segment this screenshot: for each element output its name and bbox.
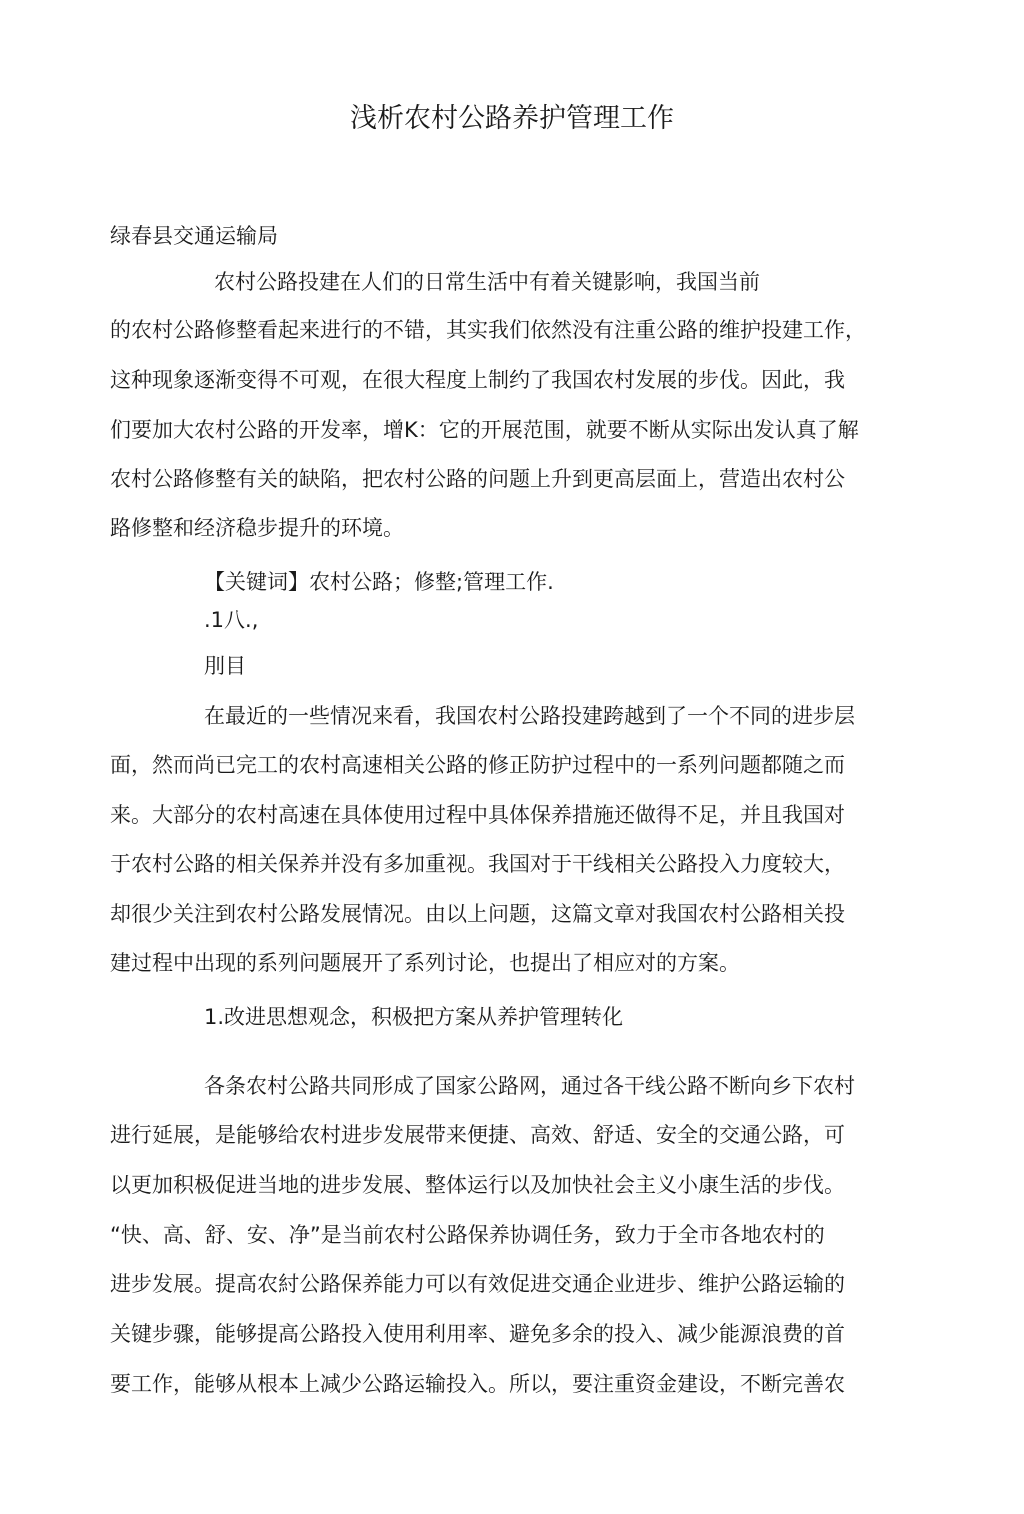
section-line: 进行延展，是能够给农村进步发展带来便捷、高效、舒适、安全的交通公路，可 (110, 1123, 845, 1147)
abstract-line: 农村公路修整有关的缺陷，把农村公路的问题上升到更高层面上，营造出农村公 (110, 467, 845, 491)
abstract-line: 农村公路投建在人们的日常生活中有着关键影响，我国当前 (214, 270, 760, 294)
keywords-line: 【关键词】农村公路；修整;管理工作. (204, 570, 554, 594)
document-title: 浅析农村公路养护管理工作 (350, 103, 674, 134)
section-line: 关键步骤，能够提高公路投入使用利用率、避免多余的投入、减少能源浪费的首 (110, 1322, 845, 1346)
abstract-line: 这种现象逐渐变得不可观，在很大程度上制约了我国农村发展的步伐。因此，我 (110, 368, 845, 392)
intro-line: 面，然而尚已完工的农村高速相关公路的修正防护过程中的一系列问题都随之而 (110, 753, 845, 777)
intro-line: 在最近的一些情况来看，我国农村公路投建跨越到了一个不同的进步层 (204, 704, 855, 728)
abstract-line: 的农村公路修整看起来进行的不错，其实我们依然没有注重公路的维护投建工作， (110, 318, 866, 342)
section-line: “快、高、舒、安、净”是当前农村公路保养协调任务，致力于全市各地农村的 (110, 1223, 825, 1247)
author-line: 绿春县交通运输局 (110, 224, 278, 248)
preface-heading: 刖目 (204, 654, 246, 678)
section-line: 进步发展。提高农紂公路保养能力可以有效促进交通企业进步、维护公路运输的 (110, 1272, 845, 1296)
intro-line: 于农村公路的相关保养并没有多加重视。我国对于干线相关公路投入力度较大， (110, 852, 845, 876)
abstract-line: 们要加大农村公路的开发率，增K：它的开展范围，就要不断从实际出发认真了解 (110, 418, 859, 442)
abstract-line: 路修整和经济稳步提升的环境。 (110, 516, 404, 540)
intro-line: 却很少关注到农村公路发展情况。由以上问题，这篇文章对我国农村公路相关投 (110, 902, 845, 926)
section-heading: 1.改进思想观念，积极把方案从养护管理转化 (204, 1005, 624, 1029)
section-line: 以更加积极促进当地的进步发展、整体运行以及加快社会主义小康生活的步伐。 (110, 1173, 845, 1197)
ocr-artifact-line: .1八., (204, 608, 259, 632)
section-line: 要工作，能够从根本上减少公路运输投入。所以，要注重资金建设，不断完善农 (110, 1372, 845, 1396)
intro-line: 建过程中出现的系列问题展开了系列讨论，也提出了相应对的方案。 (110, 951, 740, 975)
intro-line: 来。大部分的农村高速在具体使用过程中具体保养措施还做得不足，并且我国对 (110, 803, 845, 827)
section-line: 各条农村公路共同形成了国家公路网，通过各干线公路不断向乡下农村 (204, 1074, 855, 1098)
